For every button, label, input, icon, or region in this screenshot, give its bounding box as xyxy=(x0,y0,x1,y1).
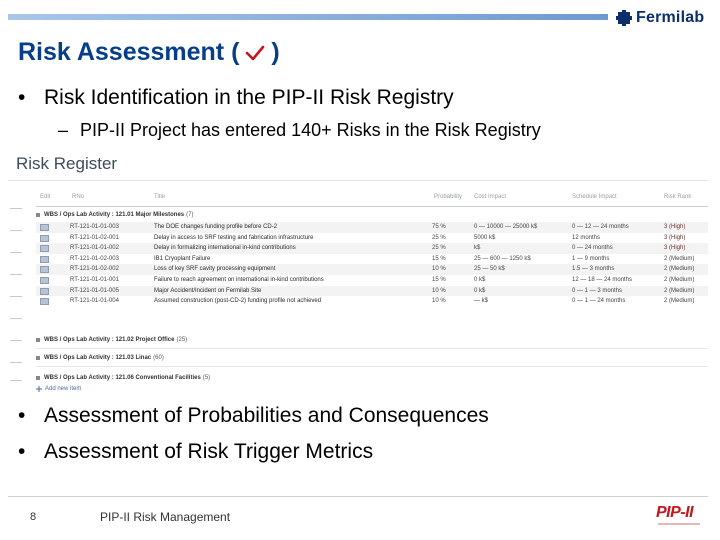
cell-rank: 3 (High) xyxy=(664,234,686,241)
footer-divider xyxy=(8,496,708,497)
cell-cost: 5000 k$ xyxy=(474,234,496,241)
cell-cost: 0 — 10000 — 25000 k$ xyxy=(474,224,538,230)
cell-title: Assumed construction (post-CD-2) funding profile not achieved xyxy=(154,298,322,305)
cell-cost: 0 k$ xyxy=(474,287,486,294)
group-row-conventional-facilities[interactable] xyxy=(36,372,708,384)
cell-rno: RT-121-01-01-002 xyxy=(70,245,119,252)
cell-rank: 2 (Medium) xyxy=(664,298,695,305)
cell-cost: 0 k$ xyxy=(474,276,486,283)
sub-bullet-risk-count xyxy=(58,120,541,141)
cell-rno: RT-121-01-02-002 xyxy=(70,266,119,273)
bullet-marker: • xyxy=(18,440,26,463)
cell-probability: 10 % xyxy=(432,266,446,273)
register-rows xyxy=(36,222,708,307)
cell-schedule: 0 — 1 — 3 months xyxy=(572,287,623,294)
cell-probability: 15 % xyxy=(432,276,446,283)
collapse-toggle-icon[interactable] xyxy=(36,213,40,217)
group-row-linac[interactable] xyxy=(36,352,708,364)
risk-register-screenshot xyxy=(8,148,708,398)
edit-icon[interactable] xyxy=(40,256,49,263)
fermilab-logo xyxy=(616,8,704,28)
group-count: (5) xyxy=(202,375,211,381)
cell-rank: 3 (High) xyxy=(664,224,686,230)
cell-title: The DOE changes funding profile before CD-2 xyxy=(154,224,278,230)
cell-probability: 10 % xyxy=(432,287,446,294)
cell-probability: 75 % xyxy=(432,224,446,230)
group-divider xyxy=(36,348,708,349)
group-count: (25) xyxy=(176,337,188,343)
cell-title: IB1 Cryoplant Failure xyxy=(154,255,211,262)
cell-rank: 2 (Medium) xyxy=(664,255,695,262)
cell-rank: 2 (Medium) xyxy=(664,266,695,273)
pip-ii-logo xyxy=(656,504,693,522)
fermilab-mark-icon xyxy=(616,10,632,26)
col-probability: Probability xyxy=(434,194,463,200)
cell-schedule: 0 — 24 months xyxy=(572,245,613,252)
cell-cost: k$ xyxy=(474,245,481,252)
register-header-row xyxy=(8,194,708,206)
cell-schedule: 12 months xyxy=(572,234,601,241)
cell-cost: 25 — 600 — 1250 k$ xyxy=(474,255,531,262)
edit-icon[interactable] xyxy=(40,235,49,242)
page-number: 8 xyxy=(30,511,37,523)
table-row[interactable] xyxy=(36,222,708,233)
table-row[interactable] xyxy=(36,296,708,307)
bullet-risk-identification xyxy=(18,86,454,110)
cell-rno: RT-121-01-02-003 xyxy=(70,255,119,262)
cell-schedule: 0 — 12 — 24 months xyxy=(572,224,629,230)
bullet-marker: • xyxy=(18,404,26,427)
group-label: WBS / Ops Lab Activity : 121.02 Project Office xyxy=(44,337,175,343)
header-divider xyxy=(36,206,708,207)
col-cost-impact: Cost Impact xyxy=(474,194,507,200)
col-schedule-impact: Schedule Impact xyxy=(572,194,617,200)
cell-probability: 10 % xyxy=(432,298,446,305)
bullet-marker: • xyxy=(18,86,26,109)
check-icon xyxy=(241,41,269,65)
add-new-item-label: Add new item xyxy=(45,386,82,392)
cell-title: Delay in formalizing international in-kind contributions xyxy=(154,245,296,252)
cell-schedule: 0 — 1 — 24 months xyxy=(572,298,626,305)
plus-icon xyxy=(36,386,42,392)
table-row[interactable] xyxy=(36,254,708,265)
group-row-project-office[interactable] xyxy=(36,334,708,346)
edit-icon[interactable] xyxy=(40,277,49,284)
cell-title: Failure to reach agreement on international in-kind contributions xyxy=(154,276,324,283)
cell-probability: 15 % xyxy=(432,255,446,262)
group-label: WBS / Ops Lab Activity : 121.01 Major Milestones xyxy=(44,212,185,218)
cell-rno: RT-121-01-01-005 xyxy=(70,287,119,294)
sub-bullet-text: PIP-II Project has entered 140+ Risks in the Risk Registry xyxy=(80,120,541,140)
col-title: Title xyxy=(154,194,166,200)
cell-rank: 2 (Medium) xyxy=(664,276,695,283)
cell-schedule: 1 — 9 months xyxy=(572,255,610,262)
edit-icon[interactable] xyxy=(40,266,49,273)
cell-title: Delay in access to SRF testing and fabrication infrastructure xyxy=(154,234,314,241)
edit-icon[interactable] xyxy=(40,298,49,305)
side-markers xyxy=(8,204,22,384)
cell-title: Major Accident/Incident on Fermilab Site xyxy=(154,287,262,294)
bullet-text: Risk Identification in the PIP-II Risk Registry xyxy=(44,86,454,109)
pip-ii-logo-text: PIP-II xyxy=(656,504,694,521)
bullet-text: Assessment of Risk Trigger Metrics xyxy=(44,440,374,463)
table-row[interactable] xyxy=(36,286,708,297)
bullet-trigger-metrics xyxy=(18,440,373,464)
edit-icon[interactable] xyxy=(40,224,49,231)
expand-toggle-icon[interactable] xyxy=(36,356,40,360)
group-label: WBS / Ops Lab Activity : 121.06 Conventional Facilities xyxy=(44,375,201,381)
col-rno: RNo xyxy=(72,194,85,200)
cell-rno: RT-121-01-01-003 xyxy=(70,224,119,230)
group-label: WBS / Ops Lab Activity : 121.03 Linac xyxy=(44,355,152,361)
col-risk-rank: Risk Rank xyxy=(664,194,692,200)
edit-icon[interactable] xyxy=(40,245,49,252)
page-title xyxy=(18,38,280,67)
bullet-probabilities xyxy=(18,404,489,428)
cell-rno: RT-121-01-01-004 xyxy=(70,298,119,305)
register-title: Risk Register xyxy=(16,154,118,173)
cell-probability: 25 % xyxy=(432,234,446,241)
dash-marker: – xyxy=(58,120,69,140)
cell-rno: RT-121-01-02-001 xyxy=(70,234,119,241)
group-count: (60) xyxy=(153,355,164,361)
expand-toggle-icon[interactable] xyxy=(36,376,40,380)
bullet-text: Assessment of Probabilities and Consequences xyxy=(44,404,489,427)
cell-title: Loss of key SRF cavity processing equipment xyxy=(154,266,276,273)
title-suffix: ) xyxy=(271,38,280,66)
table-row[interactable] xyxy=(36,233,708,244)
cell-schedule: 1.5 — 3 months xyxy=(572,266,615,273)
footer-text: PIP-II Risk Management xyxy=(100,510,231,524)
fermilab-logo-text: Fermilab xyxy=(636,9,705,26)
cell-cost: — k$ xyxy=(474,298,489,305)
cell-schedule: 12 — 18 — 24 months xyxy=(572,276,633,283)
cell-cost: 25 — 50 k$ xyxy=(474,266,505,273)
table-row[interactable] xyxy=(36,243,708,254)
group-count: (7) xyxy=(186,212,194,218)
register-divider xyxy=(8,180,708,181)
cell-rno: RT-121-01-01-001 xyxy=(70,276,119,283)
title-prefix: Risk Assessment ( xyxy=(18,38,240,66)
table-row[interactable] xyxy=(36,275,708,286)
cell-rank: 3 (High) xyxy=(664,245,686,252)
add-new-item-link[interactable] xyxy=(36,386,81,392)
expand-toggle-icon[interactable] xyxy=(36,338,40,342)
cell-probability: 25 % xyxy=(432,245,446,252)
cell-rank: 2 (Medium) xyxy=(664,287,695,294)
header-bar xyxy=(8,14,608,20)
col-edit: Edit xyxy=(40,194,51,200)
edit-icon[interactable] xyxy=(40,288,49,295)
group-divider xyxy=(36,366,708,367)
table-row[interactable] xyxy=(36,264,708,275)
pip-ii-logo-underline xyxy=(658,523,700,525)
group-row-major-milestones[interactable] xyxy=(36,209,708,221)
